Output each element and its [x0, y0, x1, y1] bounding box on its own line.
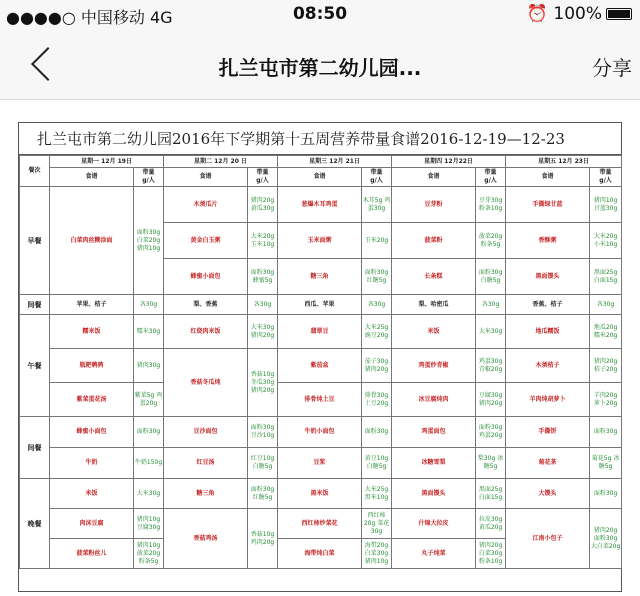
- food-cell: 冰豆腐炖肉: [392, 383, 476, 417]
- food-cell: 手撕饼: [506, 417, 590, 448]
- meal-dinner: 晚餐: [20, 479, 50, 569]
- food-cell: 翡翠豆: [278, 315, 362, 349]
- food-cell: 米饭: [50, 479, 134, 509]
- amount-cell: 茄子30g 猪肉20g: [362, 349, 392, 383]
- status-right: [527, 4, 632, 24]
- table-row: [20, 383, 622, 417]
- table-row: [20, 448, 622, 479]
- food-cell: 牛奶小面包: [278, 417, 362, 448]
- table-row: [20, 509, 622, 539]
- meal-breakfast: 早餐: [20, 187, 50, 295]
- amount-cell: 香菇10g 冬瓜30g 猪肉20g: [248, 349, 278, 417]
- food-cell: 菠菜粉丝儿: [50, 539, 134, 569]
- food-cell: 丸子炖菜: [392, 539, 476, 569]
- amount-cell: 豆腐30g 猪肉20g: [476, 383, 506, 417]
- alarm-icon: ⏰: [526, 4, 548, 24]
- amount-cell: 面粉30g 鸡蛋20g: [476, 417, 506, 448]
- amount-label: 带量 g/人: [134, 168, 164, 187]
- food-label: 食谱: [164, 168, 248, 187]
- food-cell: 肉沫豆腐: [50, 509, 134, 539]
- food-cell: 糖三角: [164, 479, 248, 509]
- amount-cell: 面粉30g 蜂蜜5g: [248, 259, 278, 295]
- food-cell: 菊花茶: [506, 448, 590, 479]
- amount-cell: 面粉30g 白菜20g 猪肉10g: [134, 187, 164, 295]
- battery-icon: [606, 8, 632, 20]
- meal-snack: 间餐: [20, 295, 50, 315]
- table-row: [20, 295, 622, 315]
- amount-cell: 牛奶150g: [134, 448, 164, 479]
- day-header: 星期五 12月 23日: [506, 156, 622, 168]
- food-cell: 木须瓜片: [164, 187, 248, 223]
- food-cell: 梨、哈密瓜: [392, 295, 476, 315]
- amount-cell: 香菇10g 鸡肉20g: [248, 509, 278, 569]
- amount-cell: 海带20g 白菜30g 猪肉10g: [362, 539, 392, 569]
- amount-cell: 面粉30g 白糖5g: [476, 259, 506, 295]
- food-label: 食谱: [50, 168, 134, 187]
- amount-cell: 西红柿20g 菜花30g: [362, 509, 392, 539]
- share-button[interactable]: 分享: [592, 56, 632, 80]
- day-header: 星期一 12月 19日: [50, 156, 164, 168]
- amount-cell: 黄豆10g 白糖5g: [362, 448, 392, 479]
- menu-table: [19, 155, 622, 569]
- amount-cell: 木耳5g 鸡蛋30g: [362, 187, 392, 223]
- amount-cell: 各30g: [248, 295, 278, 315]
- table-subheader-row: [20, 168, 622, 187]
- amount-cell: 面粉30g 豆沙10g: [248, 417, 278, 448]
- food-cell: 米饭: [392, 315, 476, 349]
- table-row: [20, 479, 622, 509]
- amount-cell: 黑面25g 白面15g: [590, 259, 622, 295]
- food-cell: 红豆汤: [164, 448, 248, 479]
- food-cell: 冰糖雪梨: [392, 448, 476, 479]
- day-header: 星期二 12月 20 日: [164, 156, 278, 168]
- food-cell: 什锦大拉皮: [392, 509, 476, 539]
- food-cell: 木须桔子: [506, 349, 590, 383]
- food-cell: 排骨炖土豆: [278, 383, 362, 417]
- amount-cell: 猪肉10g 豆腐30g: [134, 509, 164, 539]
- table-row: [20, 417, 622, 448]
- food-cell: 糯米饭: [50, 315, 134, 349]
- food-cell: 红烧肉米饭: [164, 315, 248, 349]
- amount-cell: 大米25g 豌豆20g: [362, 315, 392, 349]
- amount-cell: 大米25g 黑米10g: [362, 479, 392, 509]
- amount-cell: 面粉30g: [590, 479, 622, 509]
- food-cell: 江南小包子: [506, 509, 590, 569]
- amount-cell: 糯米30g: [134, 315, 164, 349]
- food-cell: 豆沙面包: [164, 417, 248, 448]
- amount-cell: 黑面25g 白面15g: [476, 479, 506, 509]
- food-cell: 羊肉炖胡萝卜: [506, 383, 590, 417]
- amount-cell: 猪肉10g 菠菜20g 粉条5g: [134, 539, 164, 569]
- food-cell: 黄金白玉粥: [164, 223, 248, 259]
- amount-cell: 各30g: [362, 295, 392, 315]
- amount-cell: 面粉30g: [362, 417, 392, 448]
- amount-cell: 猪肉10g 甘蓝30g: [590, 187, 622, 223]
- food-cell: 蜂蜜小面包: [50, 417, 134, 448]
- amount-cell: 地瓜20g 糯米20g: [590, 315, 622, 349]
- amount-cell: 面粉30g: [134, 417, 164, 448]
- document-view[interactable]: [0, 100, 640, 596]
- food-cell: 黑面馒头: [506, 259, 590, 295]
- carrier-signal: ●●●●○ 中国移动 4G: [6, 8, 173, 27]
- food-cell: 梨、香蕉: [164, 295, 248, 315]
- amount-cell: 大米30g 猪肉20g: [248, 315, 278, 349]
- amount-cell: 猪肉30g: [134, 349, 164, 383]
- menu-sheet: [18, 122, 622, 592]
- food-cell: 海带炖白菜: [278, 539, 362, 569]
- amount-cell: 鸡蛋30g 青椒20g: [476, 349, 506, 383]
- food-cell: 菠菜粉: [392, 223, 476, 259]
- food-cell: 白菜肉丝糊涂面: [50, 187, 134, 295]
- food-cell: 香菇鸡汤: [164, 509, 248, 569]
- amount-cell: 菠菜20g 粉条5g: [476, 223, 506, 259]
- amount-cell: 大米30g: [134, 479, 164, 509]
- amount-cell: 梨30g 冰糖5g: [476, 448, 506, 479]
- navigation-bar: [0, 30, 640, 100]
- food-cell: 大馒头: [506, 479, 590, 509]
- food-cell: 鸡蛋面包: [392, 417, 476, 448]
- amount-cell: 玉米20g: [362, 223, 392, 259]
- table-row: [20, 187, 622, 223]
- amount-cell: 各30g: [134, 295, 164, 315]
- amount-label: 带量 g/人: [362, 168, 392, 187]
- amount-cell: 紫菜5g 鸡蛋20g: [134, 383, 164, 417]
- food-cell: 鸡蛋炒青椒: [392, 349, 476, 383]
- menu-title: 扎兰屯市第二幼儿园2016年下学期第十五周营养带量食谱2016-12-19—12-23: [19, 123, 621, 155]
- amount-cell: 大米20g 玉米10g: [248, 223, 278, 259]
- food-cell: 苹果、桔子: [50, 295, 134, 315]
- food-label: 食谱: [506, 168, 590, 187]
- food-cell: 瓶耙鹌鹑: [50, 349, 134, 383]
- status-bar: [0, 0, 640, 30]
- amount-label: 带量 g/人: [476, 168, 506, 187]
- food-cell: 紫茄盒: [278, 349, 362, 383]
- food-label: 食谱: [392, 168, 476, 187]
- food-cell: 紫菜蛋花汤: [50, 383, 134, 417]
- page-title: 扎兰屯市第二幼儿园...: [218, 56, 422, 80]
- food-cell: 黑面馒头: [392, 479, 476, 509]
- food-cell: 玉米面粥: [278, 223, 362, 259]
- amount-label: 带量 g/人: [248, 168, 278, 187]
- amount-cell: 猪肉20g 面粉30g 大白菜20g: [590, 509, 622, 569]
- amount-cell: 面粉30g 红糖5g: [362, 259, 392, 295]
- table-header-row: [20, 156, 622, 168]
- meal-label: 餐次: [20, 156, 50, 187]
- day-header: 星期四 12月22日: [392, 156, 506, 168]
- table-row: [20, 349, 622, 383]
- amount-cell: 面粉30g 红糖5g: [248, 479, 278, 509]
- amount-cell: 猪肉20g 白菜30g 粉条10g: [476, 539, 506, 569]
- amount-cell: 豆芽30g 粉条10g: [476, 187, 506, 223]
- amount-cell: 猪肉20g 黄瓜30g: [248, 187, 278, 223]
- amount-cell: 羊肉20g 萝卜20g: [590, 383, 622, 417]
- food-cell: 西红柿炒菜花: [278, 509, 362, 539]
- meal-snack: 间餐: [20, 417, 50, 479]
- amount-label: 带量 g/人: [590, 168, 622, 187]
- food-cell: 西瓜、苹果: [278, 295, 362, 315]
- amount-cell: 排骨30g 土豆20g: [362, 383, 392, 417]
- amount-cell: 各30g: [476, 295, 506, 315]
- amount-cell: 猪肉20g 桔子20g: [590, 349, 622, 383]
- amount-cell: 各30g: [590, 295, 622, 315]
- food-cell: 手撕绿甘蓝: [506, 187, 590, 223]
- food-cell: 香蕉、桔子: [506, 295, 590, 315]
- food-cell: 黑米饭: [278, 479, 362, 509]
- meal-lunch: 午餐: [20, 315, 50, 417]
- amount-cell: 大米30g: [476, 315, 506, 349]
- food-cell: 豆浆: [278, 448, 362, 479]
- amount-cell: 菊花5g 冰糖5g: [590, 448, 622, 479]
- amount-cell: 红豆10g 白糖5g: [248, 448, 278, 479]
- food-cell: 糖三角: [278, 259, 362, 295]
- amount-cell: 面粉30g: [590, 417, 622, 448]
- clock: 08:50: [292, 4, 348, 24]
- food-cell: 蜂蜜小面包: [164, 259, 248, 295]
- food-cell: 香酥粥: [506, 223, 590, 259]
- food-cell: 长条糕: [392, 259, 476, 295]
- amount-cell: 大米20g 小米10g: [590, 223, 622, 259]
- food-cell: 葱爆木耳鸡蛋: [278, 187, 362, 223]
- amount-cell: 拉皮30g 黄瓜20g: [476, 509, 506, 539]
- food-cell: 豆芽粉: [392, 187, 476, 223]
- day-header: 星期三 12月 21日: [278, 156, 392, 168]
- table-row: [20, 315, 622, 349]
- battery-percent: 100%: [553, 4, 602, 24]
- food-cell: 地瓜糯饭: [506, 315, 590, 349]
- food-label: 食谱: [278, 168, 362, 187]
- food-cell: 牛奶: [50, 448, 134, 479]
- food-cell: 香菇冬瓜炖: [164, 349, 248, 417]
